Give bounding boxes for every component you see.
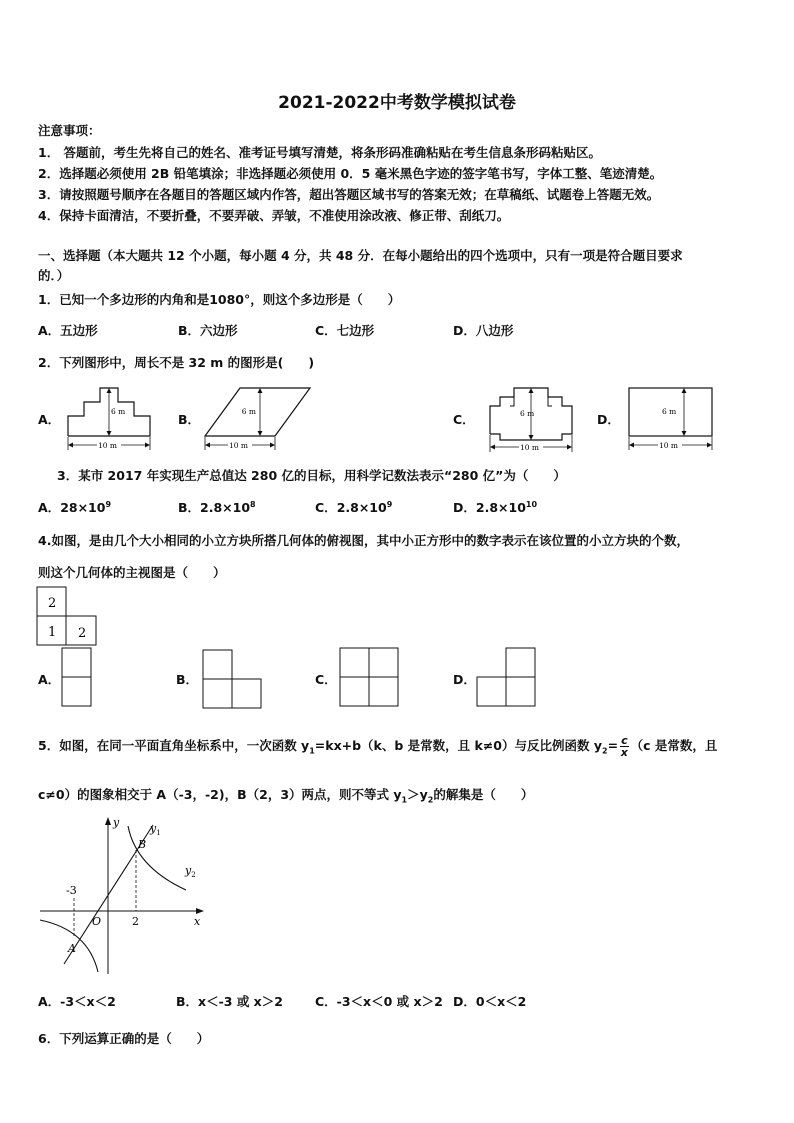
view-cell [369,677,398,706]
q4-option-b-figure [202,649,264,711]
q2-figure-d [622,380,722,455]
point-b-label: B [138,838,147,851]
notice-item: 2．选择题必须使用 2B 铅笔填涂；非选择题必须使用 0．5 毫米黑色字迹的签字笔书写，字体工整、笔迹清楚。 [38,166,663,181]
q4-label-a: A． [38,672,61,687]
arrow-head [145,443,150,448]
inner-step [510,397,514,406]
arrow-head [258,388,263,393]
width-label: 10 m [98,441,118,450]
q2-figure-b [198,380,318,455]
view-cell [62,677,91,706]
q1-option-c: C．七边形 [315,323,375,338]
origin-label: O [92,915,102,928]
arrow-head [107,388,112,393]
arrow-head [529,388,534,393]
q3-option-d: D．$2.8\times 10^{10}$ [453,499,538,515]
page-title: 2021-2022中考数学模拟试卷 [278,93,516,113]
arrow-head [629,443,634,448]
grid-number: 2 [78,626,87,641]
q2-label-c: C． [453,412,475,427]
y1-label: $y_1$ [150,822,161,837]
q1-stem: 1．已知一个多边形的内角和是1080°，则这个多边形是（ ） [38,292,401,307]
arrow-head [270,443,275,448]
arrow-head [682,431,687,436]
arrow-head [529,435,534,440]
view-cell [477,677,506,706]
q3-option-b: B．$2.8\times 10^8$ [178,499,256,515]
tick-label-neg3: -3 [66,884,77,897]
view-cell [340,648,369,677]
q5-graph [36,812,216,982]
q3-stem: 3．某市 2017 年实现生产总值达 280 亿的目标，用科学记数法表示“280 亿”为（ ） [57,468,566,483]
view-cell [369,648,398,677]
q5-option-c: C．-3＜x＜0 或 x＞2 [315,994,443,1009]
inner-step [548,397,552,406]
height-label: 6 m [111,407,126,416]
q4-option-c-figure [339,647,401,709]
arrow-head [490,445,495,450]
parallelogram-shape [205,388,310,436]
grid-number: 2 [48,596,57,611]
q4-label-b: B． [176,672,199,687]
arrow-head [68,443,73,448]
grid-number: 1 [48,625,57,640]
y-axis-label: y [113,816,120,829]
q4-stem: 4.如图，是由几个大小相同的小立方块所搭几何体的俯视图，其中小正方形中的数字表示在该位置的小立方块的个数， [38,533,689,548]
arrow-head [567,445,572,450]
arrow-head [682,388,687,393]
x-axis-label: x [194,915,201,928]
q1-option-d: D．八边形 [453,323,514,338]
width-label: 10 m [229,441,249,450]
q4-label-d: D． [453,672,476,687]
arrow-head [258,431,263,436]
view-cell [506,648,535,677]
q1-option-a: A．五边形 [38,323,98,338]
notice-item: 3．请按照题号顺序在各题目的答题区域内作答，超出答题区域书写的答案无效；在草稿纸、试题卷上答题无效。 [38,187,660,202]
q4-stem-cont: 则这个几何体的主视图是（ ） [38,565,226,580]
q2-stem: 2．下列图形中，周长不是 32 m 的图形是( ) [38,355,315,370]
q6-stem: 6．下列运算正确的是（ ） [38,1031,210,1046]
arrow-head [205,443,210,448]
q2-figure-c [480,380,585,455]
q4-option-d-figure [476,647,538,709]
q2-label-b: B． [178,412,201,427]
view-cell [62,648,91,677]
q5-option-b: B．x＜-3 或 x＞2 [176,994,283,1009]
q5-stem-cont: c≠0）的图象相交于 A（-3，-2)，B（2，3）两点，则不等式 $y_1>y_2$的解集是（ ） [38,787,534,805]
arrow-head [107,431,112,436]
q1-option-b: B．六边形 [178,323,238,338]
q2-label-a: A． [38,412,61,427]
width-label: 10 m [520,443,540,452]
section-heading-cont: 的．） [38,268,70,283]
q5-option-a: A．-3＜x＜2 [38,994,116,1009]
notice-item: 4．保持卡面清洁，不要折叠，不要弄破、弄皱，不准使用涂改液、修正带、刮纸刀。 [38,208,510,223]
q3-option-a: A．$28\times 10^9$ [38,499,112,515]
fraction-c-over-x: $\frac{c}{x}$ [620,734,628,759]
q4-top-view-grid [36,586,100,646]
q4-label-c: C． [315,672,337,687]
q2-label-d: D． [597,412,620,427]
q2-figure-a [60,380,160,455]
y-axis-arrow [105,817,111,825]
arrow-head [707,443,712,448]
view-cell [203,679,232,708]
notice-item: 1． 答题前，考生先将自己的姓名、准考证号填写清楚，将条形码准确粘贴在考生信息条形码粘贴区。 [38,145,602,160]
section-heading: 一、选择题（本大题共 12 个小题，每小题 4 分，共 48 分．在每小题给出的四个选项中，只有一项是符合题目要求 [38,248,683,263]
height-label: 6 m [241,407,256,416]
q4-option-a-figure [61,647,93,709]
point-a-label: A [68,942,76,955]
height-label: 6 m [662,407,677,416]
q5-stem: 5．如图，在同一平面直角坐标系中，一次函数 $y_1=kx+b(k$、b 是常数，且 k≠0）与反比例函数 $y_2=$ $\frac{c}{x}$ （c 是常数，且 [38,734,718,759]
width-label: 10 m [659,441,679,450]
q3-option-c: C．$2.8\times 10^9$ [315,499,393,515]
view-cell [203,650,232,679]
q5-option-d: D．0＜x＜2 [453,994,527,1009]
view-cell [506,677,535,706]
x-axis-arrow [196,908,204,914]
y2-label: $y_2$ [185,864,196,879]
height-label: 6 m [520,409,535,418]
notice-heading: 注意事项： [38,123,101,138]
view-cell [340,677,369,706]
view-cell [232,679,261,708]
tick-label-2: 2 [132,915,139,928]
